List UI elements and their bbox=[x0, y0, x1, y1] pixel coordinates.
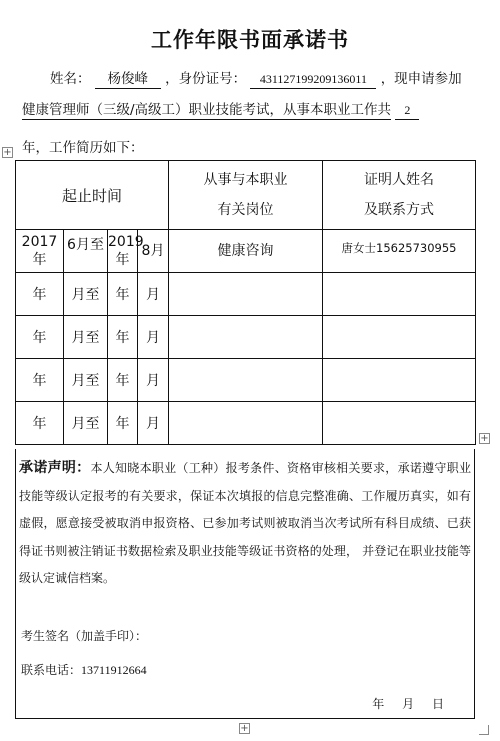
header-post-line2: 有关岗位 bbox=[217, 202, 274, 218]
signature-label: 考生签名（加盖手印）： bbox=[21, 629, 148, 643]
intro-line-3: 年，工作简历如下： bbox=[22, 140, 144, 156]
end-month-cell[interactable]: 月 bbox=[138, 402, 169, 445]
work-history-table bbox=[15, 160, 476, 445]
table-row bbox=[16, 359, 476, 402]
exam-text: 健康管理师（三级/高级工）职业技能考试，从事本职业工作共 bbox=[22, 102, 392, 118]
header-post bbox=[169, 161, 323, 230]
id-label: ，身份证号： bbox=[165, 71, 247, 87]
end-year-cell[interactable]: 年 bbox=[108, 316, 138, 359]
header-proof-line1: 证明人姓名 bbox=[364, 172, 435, 188]
date-month: 月 bbox=[402, 697, 415, 711]
end-year-cell[interactable]: 2019年 bbox=[108, 230, 138, 273]
table-row bbox=[16, 402, 476, 445]
start-month-cell[interactable]: 6月至 bbox=[64, 230, 108, 273]
start-year-cell[interactable]: 年 bbox=[16, 359, 64, 402]
date-year: 年 bbox=[372, 697, 385, 711]
intro-line-1 bbox=[50, 67, 462, 89]
table-row bbox=[16, 230, 476, 273]
table-row bbox=[16, 316, 476, 359]
name-label: 姓名： bbox=[50, 71, 91, 87]
header-post-line1: 从事与本职业 bbox=[203, 172, 288, 188]
proof-cell[interactable]: 唐女士15625730955 bbox=[323, 230, 476, 273]
phone-line bbox=[21, 661, 147, 678]
id-number-value[interactable]: 431127199209136011 bbox=[250, 71, 376, 89]
apply-text: ，现申请参加 bbox=[380, 71, 462, 87]
start-month-cell[interactable]: 月至 bbox=[64, 273, 108, 316]
date-day: 日 bbox=[431, 697, 444, 711]
post-cell[interactable] bbox=[169, 359, 323, 402]
promise-section bbox=[15, 449, 475, 719]
post-cell[interactable] bbox=[169, 316, 323, 359]
intro-line-2 bbox=[22, 102, 419, 120]
promise-heading: 承诺声明： bbox=[19, 460, 91, 476]
proof-cell[interactable] bbox=[323, 402, 476, 445]
start-year-cell[interactable]: 年 bbox=[16, 273, 64, 316]
name-value[interactable]: 杨俊峰 bbox=[95, 71, 161, 89]
promise-text bbox=[19, 455, 471, 593]
end-year-cell[interactable]: 年 bbox=[108, 402, 138, 445]
end-month-cell[interactable]: 月 bbox=[138, 359, 169, 402]
promise-body: 本人知晓本职业（工种）报考条件、资格审核相关要求，承诺遵守职业技能等级认定报考的有关要求，保证本次填报的信息完整准确、工作履历真实，如有虚假，愿意接受被取消申报资格、已参加考试则被取消当次考试所有科目成绩、已获得证书则被注销证书数据检索及职业技能等级证书资格的处理， 并登记在职业技能等级认定诚信档案。 bbox=[19, 461, 471, 585]
start-month-cell[interactable]: 月至 bbox=[64, 402, 108, 445]
post-cell[interactable]: 健康咨询 bbox=[169, 230, 323, 273]
header-period: 起止时间 bbox=[16, 161, 169, 230]
table-move-handle-icon[interactable]: + bbox=[3, 147, 12, 158]
proof-cell[interactable] bbox=[323, 273, 476, 316]
end-year-cell[interactable]: 年 bbox=[108, 359, 138, 402]
proof-cell[interactable] bbox=[323, 316, 476, 359]
start-month-cell[interactable]: 月至 bbox=[64, 316, 108, 359]
document-title: 工作年限书面承诺书 bbox=[151, 28, 349, 52]
add-row-icon[interactable]: + bbox=[240, 723, 249, 734]
end-month-cell[interactable]: 月 bbox=[138, 316, 169, 359]
proof-cell[interactable] bbox=[323, 359, 476, 402]
end-year-cell[interactable]: 年 bbox=[108, 273, 138, 316]
phone-label: 联系电话： bbox=[21, 663, 82, 677]
table-resize-handle-icon[interactable] bbox=[479, 725, 489, 735]
phone-value[interactable]: 13711912664 bbox=[81, 663, 147, 677]
post-cell[interactable] bbox=[169, 273, 323, 316]
start-year-cell[interactable]: 2017年 bbox=[16, 230, 64, 273]
end-month-cell[interactable]: 月 bbox=[138, 273, 169, 316]
table-row bbox=[16, 273, 476, 316]
add-column-icon[interactable]: + bbox=[480, 433, 489, 444]
years-value[interactable]: 2 bbox=[395, 102, 419, 120]
start-month-cell[interactable]: 月至 bbox=[64, 359, 108, 402]
header-proof bbox=[323, 161, 476, 230]
header-proof-line2: 及联系方式 bbox=[364, 202, 435, 218]
end-month-cell[interactable]: 8月 bbox=[138, 230, 169, 273]
date-line bbox=[372, 695, 444, 712]
start-year-cell[interactable]: 年 bbox=[16, 316, 64, 359]
start-year-cell[interactable]: 年 bbox=[16, 402, 64, 445]
post-cell[interactable] bbox=[169, 402, 323, 445]
